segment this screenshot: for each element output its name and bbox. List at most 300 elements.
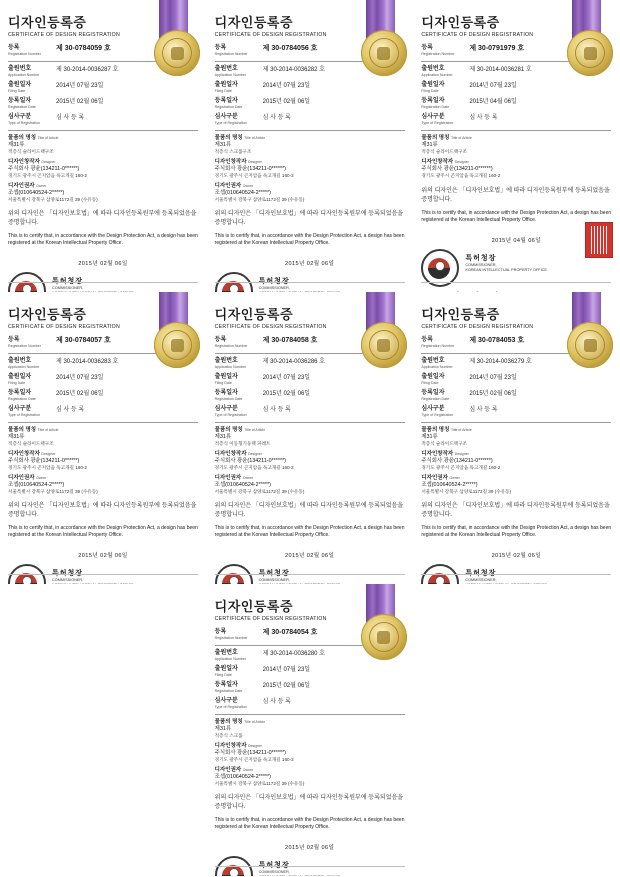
certificate-title-en: CERTIFICATE OF DESIGN REGISTRATION — [214, 616, 327, 622]
statement-ko: 위의 디자인은 「디자인보호법」에 따라 디자인등록원부에 등록되었음을 증명합니다. — [214, 211, 404, 227]
field-label-en: Type of Registration — [421, 121, 454, 125]
statement-en: This is to certify that, in accordance with the Design Protection Act, a design has been registered at the Korean Intellectual Property Office. — [8, 233, 198, 247]
field-label — [215, 650, 263, 662]
field-label-ko: 등록일자 — [421, 390, 445, 396]
certification-statement — [421, 502, 611, 539]
filing-date-value: 2014년 07월 23일 — [262, 83, 311, 89]
registration-number-value: 제 30-0784057 호 — [56, 337, 111, 344]
field-label-en: Type of Registration — [8, 121, 40, 125]
commissioner-en-line1: COMMISSIONER, — [465, 262, 497, 267]
field-label — [8, 98, 56, 110]
field-article-title — [215, 135, 405, 156]
certificate-title-en: CERTIFICATE OF DESIGN REGISTRATION — [8, 32, 120, 38]
certificate-title-ko: 디자인등록증 — [8, 307, 87, 322]
statement-ko: 위의 디자인은 「디자인보호법」에 따라 디자인등록원부에 등록되었음을 증명합니다. — [8, 211, 197, 227]
field-exam-type — [215, 114, 405, 126]
field-label-ko: 출원일자 — [421, 82, 445, 88]
group-label-ko: 물품의 명칭 — [214, 427, 243, 433]
group-label — [215, 427, 405, 434]
group-label — [421, 475, 611, 482]
gold-seal-icon — [361, 322, 407, 368]
field-label — [421, 406, 469, 418]
field-label-ko: 출원번호 — [214, 66, 238, 72]
group-label-en: Owner — [242, 767, 254, 772]
certification-statement — [215, 210, 405, 247]
certificate-card — [413, 0, 619, 292]
filing-date-value: 2014년 07월 23일 — [262, 667, 311, 673]
statement-en: This is to certify that, in accordance with the Design Protection Act, a design has been registered at the Korean Intellectual Property Office. — [421, 525, 612, 539]
field-label-ko: 등록일자 — [214, 98, 238, 104]
registration-date-value: 2015년 02월 06일 — [469, 391, 517, 397]
field-label-en: Registration Number — [214, 52, 248, 56]
certificate-title-en: CERTIFICATE OF DESIGN REGISTRATION — [214, 324, 327, 330]
registration-date-value: 2015년 04월 06일 — [469, 99, 517, 105]
field-designer — [8, 159, 198, 180]
filing-date-value: 2014년 07월 23일 — [56, 83, 104, 89]
field-designer — [215, 451, 405, 472]
field-label — [8, 66, 56, 78]
certificate-card — [0, 0, 206, 292]
group-value-line1: 조셉(010640524-2*****) — [8, 189, 65, 196]
field-filing-date — [215, 666, 405, 678]
field-designer — [215, 743, 405, 764]
card-bottom-divider — [8, 282, 198, 283]
field-owner — [421, 475, 611, 496]
group-label-en: Designer — [41, 159, 56, 164]
emblem-center-icon — [436, 262, 444, 270]
field-label — [215, 666, 263, 678]
exam-type-value: 심 사 등 록 — [262, 699, 291, 705]
field-label-ko: 출원일자 — [214, 374, 238, 380]
field-filing-date — [421, 82, 611, 94]
field-label-en: Application Number — [8, 73, 40, 77]
field-label — [421, 82, 469, 94]
field-label-en: Filing Date — [8, 381, 26, 385]
field-label — [421, 374, 469, 386]
group-label-en: Owner — [242, 475, 254, 480]
field-exam-type — [215, 698, 405, 710]
issue-date: 2015년 02월 06일 — [284, 261, 335, 268]
group-label-en: Owner — [36, 475, 47, 480]
field-exam-type — [215, 406, 405, 418]
group-value-line2: 적층식 슬라이드랙구조 — [8, 441, 54, 447]
group-label-en: Designer — [248, 159, 263, 164]
group-value-line1: 주식회사 광윤(134211-0******) — [8, 457, 80, 464]
group-value-line2: 적층식 슬라이드랙구조 — [421, 441, 467, 447]
group-label — [8, 183, 198, 190]
field-label — [215, 358, 263, 370]
field-designer — [421, 451, 611, 472]
group-label-ko: 디자인권자 — [214, 474, 242, 481]
field-label-ko: 등록일자 — [8, 98, 32, 104]
field-designer — [215, 159, 405, 180]
certificate-title-en: CERTIFICATE OF DESIGN REGISTRATION — [8, 324, 120, 330]
field-label-ko: 심사구분 — [214, 406, 238, 412]
application-number-value: 제 30-2014-0036286 호 — [262, 359, 325, 365]
field-label-en: Application Number — [421, 365, 453, 369]
certificate-title-ko: 디자인등록증 — [214, 307, 294, 322]
registration-date-value: 2015년 02월 06일 — [56, 391, 104, 397]
group-value-line1: 제31류 — [421, 142, 438, 148]
commissioner-en-line1: COMMISSIONER, — [258, 578, 290, 583]
field-designer — [8, 451, 198, 472]
issue-date: 2015년 04월 06일 — [491, 237, 542, 244]
field-label-ko: 출원일자 — [214, 82, 238, 88]
field-filing-date — [8, 82, 198, 94]
field-label-ko: 등록 — [214, 629, 227, 635]
field-label-en: Filing Date — [421, 89, 439, 93]
card-bottom-divider — [421, 282, 611, 283]
field-label-en: Registration Number — [421, 52, 455, 56]
commissioner-en-line2 — [259, 875, 341, 876]
group-label-en: Designer — [41, 451, 56, 456]
commissioner-en-line1: COMMISSIONER, — [258, 870, 290, 875]
field-registration-date — [8, 98, 198, 110]
red-seal-stamp — [585, 222, 613, 258]
divider — [8, 130, 198, 131]
certificate-card — [207, 292, 413, 584]
application-number-value: 제 30-2014-0036287 호 — [56, 67, 119, 73]
group-label — [8, 135, 198, 142]
group-label-en: Owner — [449, 475, 460, 480]
field-label-ko: 등록 — [421, 45, 433, 51]
certificate-title-en: CERTIFICATE OF DESIGN REGISTRATION — [214, 32, 327, 38]
filing-date-value: 2014년 07월 23일 — [56, 375, 104, 381]
certificate-card — [413, 292, 619, 584]
field-label — [215, 629, 263, 641]
field-label-en: Filing Date — [214, 89, 232, 93]
field-owner — [215, 183, 405, 204]
group-label-ko: 디자인권자 — [214, 766, 242, 773]
certificate-card — [207, 584, 413, 876]
field-label — [421, 337, 469, 349]
exam-type-value: 심 사 등 록 — [56, 407, 85, 413]
group-label-ko: 디자인창작자 — [214, 158, 247, 165]
field-filing-date — [215, 374, 405, 386]
divider — [421, 422, 611, 423]
group-label-ko: 디자인권자 — [8, 474, 35, 481]
group-label-en: Title of Article — [450, 136, 472, 140]
group-value-line2: 경기도 광주시 곤지암읍 독고개길 160-2 — [8, 465, 87, 471]
field-owner — [215, 475, 405, 496]
field-filing-date — [215, 82, 405, 94]
field-label — [215, 45, 263, 57]
gold-seal-icon — [361, 614, 407, 660]
certification-statement — [8, 210, 198, 247]
field-label-en: Registration Date — [8, 105, 36, 109]
group-value-line2: 적층식 슬라이드랙구조 — [421, 149, 467, 155]
group-label — [421, 159, 611, 166]
field-label-ko: 출원번호 — [421, 66, 445, 72]
group-label — [215, 159, 405, 166]
group-label-ko: 디자인창작자 — [421, 450, 454, 457]
exam-type-value: 심 사 등 록 — [262, 115, 291, 121]
certificate-title-ko: 디자인등록증 — [8, 15, 87, 30]
group-value-line1: 주식회사 광윤(134211-0******) — [214, 165, 286, 172]
application-number-value: 제 30-2014-0036282 호 — [262, 67, 325, 73]
registration-date-value: 2015년 02월 06일 — [56, 99, 104, 105]
group-label-en: Designer — [454, 451, 469, 456]
field-label-en: Registration Date — [421, 397, 450, 401]
group-label-en: Designer — [248, 451, 263, 456]
certification-statement — [421, 187, 611, 224]
issue-date: 2015년 02월 06일 — [78, 553, 128, 560]
card-bottom-divider — [8, 574, 198, 575]
group-label-ko: 디자인창작자 — [8, 158, 40, 165]
gold-seal-icon — [154, 322, 200, 368]
group-label — [215, 135, 405, 142]
group-label-en: Owner — [242, 183, 254, 188]
certificate-title-ko: 디자인등록증 — [214, 599, 294, 614]
group-label — [8, 451, 198, 458]
field-label-en: Type of Registration — [214, 413, 247, 417]
registration-number-value: 제 30-0784059 호 — [56, 45, 111, 52]
field-registration-date — [215, 390, 405, 402]
group-label-en: Title of Article — [450, 428, 472, 432]
field-label-ko: 출원일자 — [214, 666, 238, 672]
field-label-en: Filing Date — [214, 381, 232, 385]
group-label — [8, 159, 198, 166]
group-value-line1: 제31류 — [8, 142, 25, 148]
application-number-value: 제 30-2014-0036281 호 — [469, 67, 532, 73]
field-registration-date — [421, 390, 611, 402]
field-label — [8, 358, 56, 370]
field-label — [8, 45, 56, 57]
emblem-center-icon — [23, 285, 31, 292]
application-number-value: 제 30-2014-0036279 호 — [469, 359, 532, 365]
group-value-line2: 적층식 슬라이드랙구조 — [8, 149, 54, 155]
issue-date: 2015년 02월 06일 — [284, 553, 335, 560]
field-label — [215, 82, 263, 94]
field-label — [215, 374, 263, 386]
field-label — [215, 390, 263, 402]
group-label-ko: 물품의 명칭 — [214, 135, 243, 141]
field-label-ko: 출원일자 — [421, 374, 445, 380]
field-label-en: Application Number — [214, 73, 247, 77]
field-article-title — [421, 427, 611, 448]
field-filing-date — [421, 374, 611, 386]
group-value-line2: 서울특별시 강북구 삼양로1172길 39 (수유동) — [214, 489, 305, 495]
commissioner-en-line2 — [465, 583, 547, 584]
certification-statement — [8, 502, 198, 539]
field-designer — [421, 159, 611, 180]
field-article-title — [8, 135, 198, 156]
field-label — [8, 390, 56, 402]
field-label — [215, 682, 263, 694]
group-label-en: Designer — [248, 743, 263, 748]
divider — [215, 714, 405, 715]
emblem-center-icon — [230, 869, 238, 876]
group-value-line2: 경기도 광주시 곤지암읍 독고개길 160-2 — [421, 465, 501, 471]
field-label-ko: 등록일자 — [214, 682, 238, 688]
divider — [215, 130, 405, 131]
field-label-en: Filing Date — [214, 673, 232, 677]
commissioner-en-line1: COMMISSIONER, — [52, 578, 84, 583]
group-label-ko: 디자인권자 — [421, 474, 448, 481]
statement-ko: 위의 디자인은 「디자인보호법」에 따라 디자인등록원부에 등록되었음을 증명합니다. — [8, 503, 197, 519]
field-label-ko: 등록일자 — [214, 390, 238, 396]
field-label-ko: 심사구분 — [214, 114, 238, 120]
group-value-line2: 서울특별시 강북구 삼양로1172길 39 (수유동) — [8, 489, 98, 495]
group-value-line1: 주식회사 광윤(134211-0******) — [214, 457, 286, 464]
field-label-ko: 출원번호 — [421, 358, 445, 364]
field-label — [215, 698, 263, 710]
group-value-line1: 제31류 — [214, 726, 232, 732]
field-registration-date — [421, 98, 611, 110]
statement-en: This is to certify that, in accordance with the Design Protection Act, a design has been registered at the Korean Intellectual Property Office. — [214, 525, 405, 539]
field-label-en: Application Number — [421, 73, 453, 77]
group-label — [421, 451, 611, 458]
group-value-line2: 적층식 스크롤구조 — [214, 149, 252, 155]
card-bottom-divider — [215, 282, 405, 283]
application-number-value: 제 30-2014-0036280 호 — [262, 651, 325, 657]
group-value-line1: 제31류 — [214, 142, 232, 148]
field-label-ko: 심사구분 — [8, 114, 32, 120]
field-label-en: Registration Number — [8, 344, 41, 348]
field-article-title — [421, 135, 611, 156]
field-label-ko: 출원일자 — [8, 374, 32, 380]
group-value-line1: 조셉(010640524-2*****) — [214, 481, 271, 488]
field-label-en: Type of Registration — [421, 413, 454, 417]
field-label — [215, 406, 263, 418]
field-label — [8, 337, 56, 349]
field-label-en: Registration Date — [421, 105, 450, 109]
group-label-ko: 디자인권자 — [8, 182, 35, 189]
issue-date: 2015년 02월 06일 — [284, 845, 335, 852]
group-label-ko: 물품의 명칭 — [214, 719, 243, 725]
field-label-en: Type of Registration — [214, 121, 247, 125]
field-label-ko: 심사구분 — [421, 406, 445, 412]
field-registration-date — [8, 390, 198, 402]
field-exam-type — [421, 114, 611, 126]
certificate-card — [207, 0, 413, 292]
field-label-ko: 등록 — [214, 337, 227, 343]
field-label-en: Registration Date — [8, 397, 36, 401]
group-label — [8, 427, 198, 434]
registration-number-value: 제 30-0784053 호 — [469, 337, 525, 344]
statement-en: This is to certify that, in accordance with the Design Protection Act, a design has been registered at the Korean Intellectual Property Office. — [8, 525, 198, 539]
field-article-title — [215, 719, 405, 740]
field-owner — [8, 475, 198, 496]
group-value-line1: 제31류 — [421, 434, 438, 440]
commissioner-en-line1: COMMISSIONER, — [52, 286, 84, 291]
commissioner-en-line2 — [52, 583, 134, 584]
field-label-en: Type of Registration — [214, 705, 247, 709]
group-value-line1: 주식회사 광윤(134211-0******) — [8, 165, 80, 172]
field-label-en: Registration Number — [421, 344, 455, 348]
group-label-ko: 디자인창작자 — [214, 450, 247, 457]
group-value-line1: 제31류 — [8, 434, 25, 440]
field-label-en: Filing Date — [421, 381, 439, 385]
divider — [421, 130, 611, 131]
divider — [8, 422, 198, 423]
exam-type-value: 심 사 등 록 — [56, 115, 85, 121]
registration-number-value: 제 30-0784058 호 — [262, 337, 318, 344]
group-label-ko: 물품의 명칭 — [421, 135, 450, 141]
emblem-center-icon — [23, 577, 31, 584]
commissioner-text — [465, 249, 547, 273]
gold-seal-icon — [154, 30, 200, 76]
field-label — [8, 406, 56, 418]
group-label — [215, 719, 405, 726]
card-bottom-divider — [215, 574, 405, 575]
gold-seal-icon — [567, 322, 613, 368]
registration-number-value: 제 30-0791979 호 — [469, 45, 525, 52]
field-label-en: Registration Date — [214, 105, 243, 109]
field-registration-date — [215, 682, 405, 694]
field-registration-date — [215, 98, 405, 110]
group-value-line1: 조셉(010640524-2*****) — [214, 773, 271, 780]
group-label-en: Title of Article — [37, 136, 59, 140]
field-label-en: Type of Registration — [8, 413, 40, 417]
group-label-ko: 물품의 명칭 — [8, 427, 37, 433]
statement-en: This is to certify that, in accordance with the Design Protection Act, a design has been registered at the Korean Intellectual Property Office. — [421, 209, 612, 223]
issue-date: 2015년 02월 06일 — [78, 261, 128, 268]
group-value-line1: 주식회사 광윤(134211-0******) — [421, 165, 493, 172]
group-value-line2: 서울특별시 강북구 삼양로1172길 39 (수유동) — [214, 197, 305, 203]
group-label-en: Title of Article — [244, 136, 266, 140]
signature-block — [421, 249, 611, 287]
registration-number-value: 제 30-0784054 호 — [262, 629, 318, 636]
statement-en: This is to certify that, in accordance with the Design Protection Act, a design has been registered at the Korean Intellectual Property Office. — [214, 817, 405, 831]
field-label-ko: 등록 — [8, 337, 20, 343]
statement-ko: 위의 디자인은 「디자인보호법」에 따라 디자인등록원부에 등록되었음을 증명합니다. — [214, 503, 404, 519]
field-exam-type — [421, 406, 611, 418]
registration-date-value: 2015년 02월 06일 — [262, 99, 311, 105]
field-label-en: Registration Number — [8, 52, 41, 56]
card-bottom-divider — [215, 866, 405, 867]
divider — [215, 422, 405, 423]
field-label-ko: 등록 — [214, 45, 227, 51]
field-label — [8, 82, 56, 94]
certificate-title-en: CERTIFICATE OF DESIGN REGISTRATION — [421, 324, 534, 330]
group-label — [421, 135, 611, 142]
certificate-card — [0, 292, 206, 584]
gold-seal-icon — [361, 30, 407, 76]
group-label-ko: 디자인권자 — [214, 182, 242, 189]
statement-ko: 위의 디자인은 「디자인보호법」에 따라 디자인등록원부에 등록되었음을 증명합니다. — [421, 187, 610, 203]
group-label — [215, 767, 405, 774]
group-label — [421, 427, 611, 434]
field-label-en: Registration Number — [214, 344, 248, 348]
group-value-line2: 서울특별시 강북구 삼양로1172길 39 (수유동) — [214, 781, 305, 787]
group-label-en: Designer — [454, 159, 469, 164]
field-label-ko: 등록 — [421, 337, 433, 343]
field-label-ko: 심사구분 — [214, 698, 238, 704]
group-label-ko: 물품의 명칭 — [421, 427, 450, 433]
red-seal-pattern — [589, 226, 609, 254]
field-label — [215, 66, 263, 78]
field-label — [8, 374, 56, 386]
group-label — [215, 475, 405, 482]
group-value-line2: 적층식 이동형기둥랙 파레트 — [214, 441, 271, 447]
field-label — [421, 66, 469, 78]
field-label-ko: 출원번호 — [214, 358, 238, 364]
field-article-title — [215, 427, 405, 448]
emblem-center-icon — [230, 577, 238, 584]
commissioner-en-line1: COMMISSIONER, — [258, 286, 290, 291]
filing-date-value: 2014년 07월 23일 — [469, 375, 517, 381]
group-label — [215, 183, 405, 190]
field-exam-type — [8, 114, 198, 126]
field-label — [421, 45, 469, 57]
group-value-line1: 조셉(010640524-2*****) — [421, 481, 478, 488]
group-label-en: Title of Article — [37, 428, 59, 432]
field-label-ko: 심사구분 — [8, 406, 32, 412]
field-label — [215, 114, 263, 126]
group-value-line2: 적층식 스크롤 — [214, 733, 243, 739]
group-value-line1: 주식회사 광윤(134211-0******) — [214, 749, 286, 756]
